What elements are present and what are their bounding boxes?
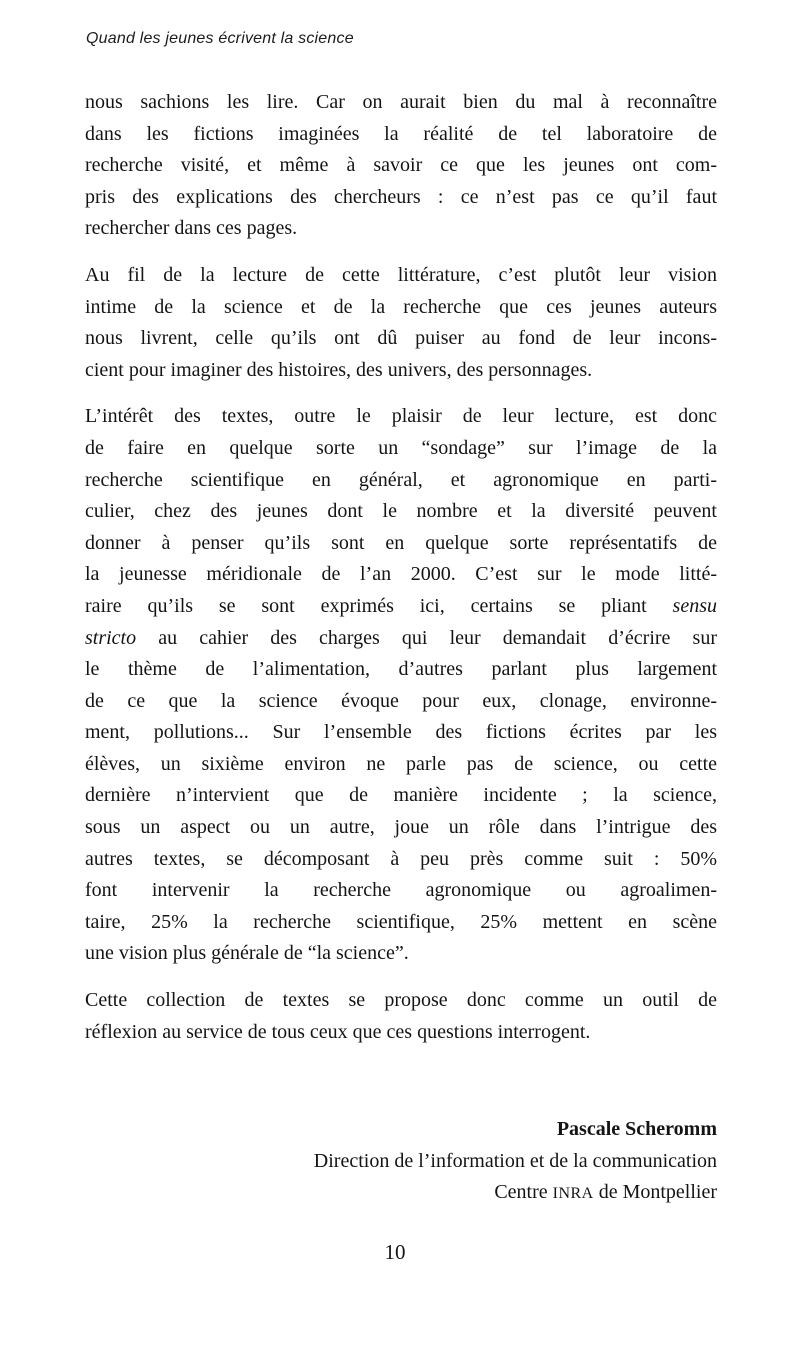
signature-center-prefix: Centre xyxy=(494,1181,553,1204)
text-line xyxy=(85,260,717,292)
text-segment: culier, chez des jeunes dont le nombre et la diversité peuvent xyxy=(85,500,717,523)
text-line xyxy=(85,812,717,844)
text-line xyxy=(85,1017,717,1049)
text-segment: raire qu’ils se sont exprimés ici, certains se pliant xyxy=(85,594,673,617)
signature-name: Pascale Scheromm xyxy=(556,1118,717,1140)
text-segment: Au fil de la lecture de cette littérature, c’est plutôt leur vision xyxy=(85,263,717,286)
running-header: Quand les jeunes écrivent la science xyxy=(86,30,354,47)
text-segment: intime de la science et de la recherche que ces jeunes auteurs xyxy=(85,295,717,318)
text-segment: L’intérêt des textes, outre le plaisir de leur lecture, est donc xyxy=(85,405,717,428)
text-segment: nous livrent, celle qu’ils ont dû puiser au fond de leur incons- xyxy=(85,327,717,350)
text-line xyxy=(85,686,717,718)
text-segment: rechercher dans ces pages. xyxy=(85,217,298,240)
text-segment: autres textes, se décomposant à peu près comme suit : 50% xyxy=(85,847,717,870)
text-segment: pris des explications des chercheurs : ce n’est pas ce qu’il faut xyxy=(85,185,717,208)
text-line xyxy=(85,150,717,182)
italic-text-segment: sensu xyxy=(672,594,717,617)
text-segment: taire, 25% la recherche scientifique, 25% mettent en scène xyxy=(85,910,717,933)
paragraph xyxy=(85,87,717,245)
text-segment: Cette collection de textes se propose donc comme un outil de xyxy=(85,989,717,1012)
text-line xyxy=(85,213,717,245)
text-line xyxy=(85,780,717,812)
text-segment: élèves, un sixième environ ne parle pas de science, ou cette xyxy=(85,752,717,775)
page-number: 10 xyxy=(384,1240,406,1264)
text-line xyxy=(85,355,717,387)
text-segment: de ce que la science évoque pour eux, clonage, environne- xyxy=(85,689,717,712)
text-segment: réflexion au service de tous ceux que ces questions interrogent. xyxy=(85,1020,591,1043)
text-line xyxy=(85,875,717,907)
text-segment: recherche scientifique en général, et agronomique en parti- xyxy=(85,468,717,491)
text-line xyxy=(85,465,717,497)
text-line xyxy=(85,292,717,324)
text-segment: nous sachions les lire. Car on aurait bien du mal à reconnaître xyxy=(85,91,717,113)
text-line xyxy=(85,938,717,970)
text-segment: recherche visité, et même à savoir ce que les jeunes ont com- xyxy=(85,154,717,177)
text-line xyxy=(85,401,717,433)
paragraph xyxy=(85,260,717,386)
text-segment: dernière n’intervient que de manière incidente ; la science, xyxy=(85,784,717,807)
paragraph xyxy=(85,401,717,970)
page-body xyxy=(85,87,717,1048)
text-line xyxy=(85,907,717,939)
text-segment: de faire en quelque sorte un “sondage” sur l’image de la xyxy=(85,436,717,459)
signature-department: Direction de l’information et de la communication xyxy=(313,1149,717,1172)
text-line xyxy=(85,591,717,623)
text-segment: dans les fictions imaginées la réalité de tel laboratoire de xyxy=(85,122,717,145)
text-segment: le thème de l’alimentation, d’autres parlant plus largement xyxy=(85,658,717,681)
text-segment: sous un aspect ou un autre, joue un rôle dans l’intrigue des xyxy=(85,816,717,839)
text-line xyxy=(85,182,717,214)
text-segment: la jeunesse méridionale de l’an 2000. C’est sur le mode litté- xyxy=(85,563,717,586)
text-line xyxy=(85,559,717,591)
signature-block xyxy=(85,1114,717,1210)
paragraph xyxy=(85,985,717,1048)
text-line xyxy=(85,844,717,876)
text-segment: cient pour imaginer des histoires, des univers, des personnages. xyxy=(85,358,593,381)
inra-acronym: INRA xyxy=(552,1185,594,1203)
text-segment: donner à penser qu’ils sont en quelque sorte représentatifs de xyxy=(85,531,717,554)
text-line xyxy=(85,87,717,119)
text-line xyxy=(85,654,717,686)
text-line xyxy=(85,985,717,1017)
text-line xyxy=(85,433,717,465)
text-segment: au cahier des charges qui leur demandait d’écrire sur xyxy=(136,626,717,649)
text-line xyxy=(85,623,717,655)
text-line xyxy=(85,119,717,151)
text-segment: une vision plus générale de “la science”. xyxy=(85,942,409,965)
signature-center xyxy=(85,1177,717,1210)
italic-text-segment: stricto xyxy=(85,626,137,649)
signature-center-suffix: de Montpellier xyxy=(593,1181,717,1204)
text-line xyxy=(85,717,717,749)
text-segment: font intervenir la recherche agronomique ou agroalimen- xyxy=(85,879,717,902)
text-line xyxy=(85,528,717,560)
text-line xyxy=(85,496,717,528)
text-segment: ment, pollutions... Sur l’ensemble des fictions écrites par les xyxy=(85,721,717,744)
text-line xyxy=(85,323,717,355)
text-line xyxy=(85,749,717,781)
